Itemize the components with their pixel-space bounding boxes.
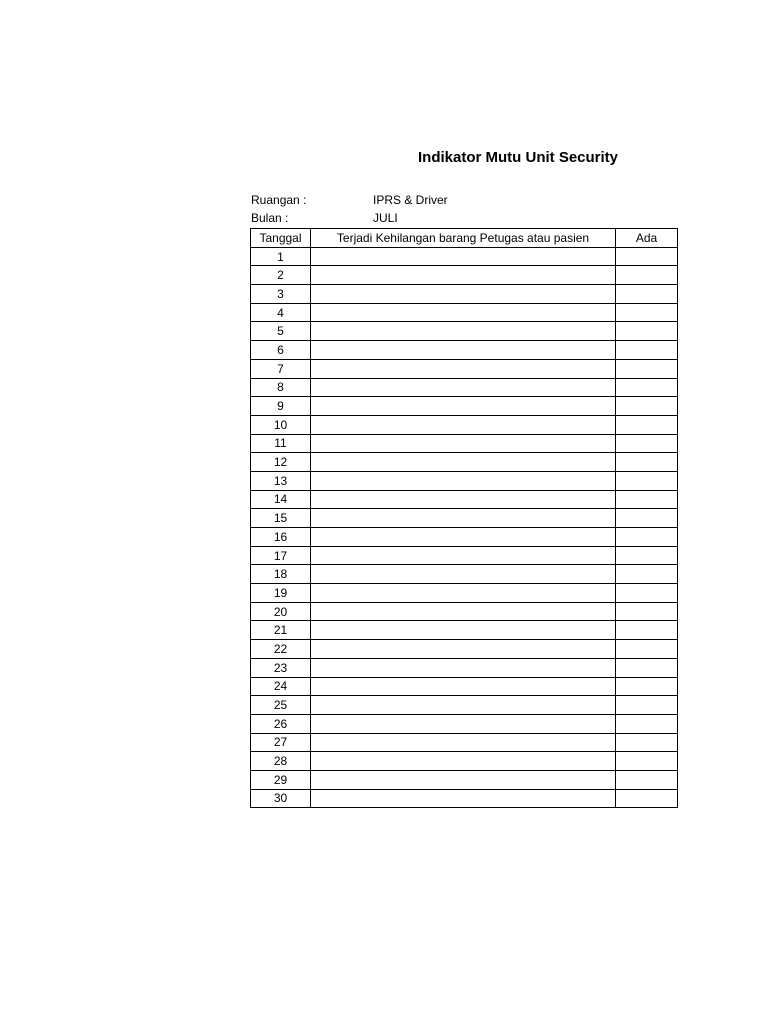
table-row [251,341,678,360]
tanggal-cell: 2 [251,266,311,285]
kehilangan-cell[interactable] [311,658,616,677]
tanggal-cell: 16 [251,528,311,547]
ruangan-row [251,193,448,207]
tanggal-cell: 7 [251,359,311,378]
ada-cell[interactable] [616,752,678,771]
ada-cell[interactable] [616,658,678,677]
page-title: Indikator Mutu Unit Security [418,149,619,166]
kehilangan-cell[interactable] [311,322,616,341]
kehilangan-cell[interactable] [311,490,616,509]
table-row [251,602,678,621]
tanggal-cell: 15 [251,509,311,528]
tanggal-cell: 14 [251,490,311,509]
kehilangan-cell[interactable] [311,397,616,416]
kehilangan-cell[interactable] [311,453,616,472]
kehilangan-cell[interactable] [311,266,616,285]
kehilangan-cell[interactable] [311,602,616,621]
header-tanggal: Tanggal [251,229,311,248]
tanggal-cell: 6 [251,341,311,360]
table-row [251,322,678,341]
kehilangan-cell[interactable] [311,285,616,304]
table-row [251,285,678,304]
table-row [251,621,678,640]
kehilangan-cell[interactable] [311,752,616,771]
kehilangan-cell[interactable] [311,528,616,547]
ada-cell[interactable] [616,397,678,416]
tanggal-cell: 30 [251,789,311,808]
ada-cell[interactable] [616,434,678,453]
kehilangan-cell[interactable] [311,471,616,490]
tanggal-cell: 8 [251,378,311,397]
tanggal-cell: 21 [251,621,311,640]
ada-cell[interactable] [616,285,678,304]
ada-cell[interactable] [616,471,678,490]
kehilangan-cell[interactable] [311,584,616,603]
table-row [251,490,678,509]
table-row [251,247,678,266]
table-row [251,658,678,677]
ada-cell[interactable] [616,415,678,434]
ada-cell[interactable] [616,546,678,565]
ada-cell[interactable] [616,303,678,322]
table-row [251,640,678,659]
tanggal-cell: 4 [251,303,311,322]
tanggal-cell: 23 [251,658,311,677]
tanggal-cell: 10 [251,415,311,434]
tanggal-cell: 25 [251,696,311,715]
tanggal-cell: 9 [251,397,311,416]
table-row [251,453,678,472]
table-row [251,378,678,397]
kehilangan-cell[interactable] [311,247,616,266]
tanggal-cell: 19 [251,584,311,603]
table-row [251,471,678,490]
ada-cell[interactable] [616,584,678,603]
ada-cell[interactable] [616,565,678,584]
bulan-label: Bulan : [251,211,289,225]
tanggal-cell: 24 [251,677,311,696]
kehilangan-cell[interactable] [311,714,616,733]
ada-cell[interactable] [616,733,678,752]
header-ada: Ada [616,229,678,248]
kehilangan-cell[interactable] [311,378,616,397]
bulan-row [251,211,398,225]
table-header-row [251,229,678,248]
table-row [251,434,678,453]
ruangan-value: IPRS & Driver [373,193,448,207]
kehilangan-cell[interactable] [311,565,616,584]
table-row [251,696,678,715]
table-row [251,415,678,434]
kehilangan-cell[interactable] [311,770,616,789]
ada-cell[interactable] [616,770,678,789]
table-row [251,733,678,752]
tanggal-cell: 29 [251,770,311,789]
kehilangan-cell[interactable] [311,621,616,640]
ruangan-label: Ruangan : [251,193,307,207]
tanggal-cell: 28 [251,752,311,771]
kehilangan-cell[interactable] [311,677,616,696]
ada-cell[interactable] [616,378,678,397]
header-kehilangan: Terjadi Kehilangan barang Petugas atau pasien [311,229,616,248]
table-row [251,266,678,285]
table-row [251,397,678,416]
table-row [251,677,678,696]
ada-cell[interactable] [616,509,678,528]
ada-cell[interactable] [616,359,678,378]
kehilangan-cell[interactable] [311,434,616,453]
tanggal-cell: 22 [251,640,311,659]
tanggal-cell: 13 [251,471,311,490]
kehilangan-cell[interactable] [311,415,616,434]
tanggal-cell: 1 [251,247,311,266]
ada-cell[interactable] [616,266,678,285]
ada-cell[interactable] [616,789,678,808]
tanggal-cell: 18 [251,565,311,584]
ada-cell[interactable] [616,528,678,547]
kehilangan-cell[interactable] [311,509,616,528]
ada-cell[interactable] [616,341,678,360]
kehilangan-cell[interactable] [311,341,616,360]
ada-cell[interactable] [616,247,678,266]
tanggal-cell: 26 [251,714,311,733]
table-row [251,714,678,733]
tanggal-cell: 5 [251,322,311,341]
ada-cell[interactable] [616,602,678,621]
table-row [251,546,678,565]
table-row [251,584,678,603]
table-row [251,303,678,322]
kehilangan-cell[interactable] [311,303,616,322]
ada-cell[interactable] [616,621,678,640]
tanggal-cell: 3 [251,285,311,304]
tanggal-cell: 12 [251,453,311,472]
ada-cell[interactable] [616,714,678,733]
table-row [251,789,678,808]
tanggal-cell: 17 [251,546,311,565]
kehilangan-cell[interactable] [311,733,616,752]
table-row [251,509,678,528]
kehilangan-cell[interactable] [311,696,616,715]
table-row [251,752,678,771]
ada-cell[interactable] [616,490,678,509]
ada-cell[interactable] [616,453,678,472]
ada-cell[interactable] [616,696,678,715]
tanggal-cell: 11 [251,434,311,453]
table-body [251,247,678,808]
table-row [251,528,678,547]
ada-cell[interactable] [616,640,678,659]
kehilangan-cell[interactable] [311,546,616,565]
bulan-value: JULI [373,211,398,225]
security-indicator-table [250,228,678,808]
kehilangan-cell[interactable] [311,359,616,378]
tanggal-cell: 27 [251,733,311,752]
ada-cell[interactable] [616,322,678,341]
tanggal-cell: 20 [251,602,311,621]
table-row [251,565,678,584]
kehilangan-cell[interactable] [311,789,616,808]
kehilangan-cell[interactable] [311,640,616,659]
ada-cell[interactable] [616,677,678,696]
table-row [251,359,678,378]
table-row [251,770,678,789]
